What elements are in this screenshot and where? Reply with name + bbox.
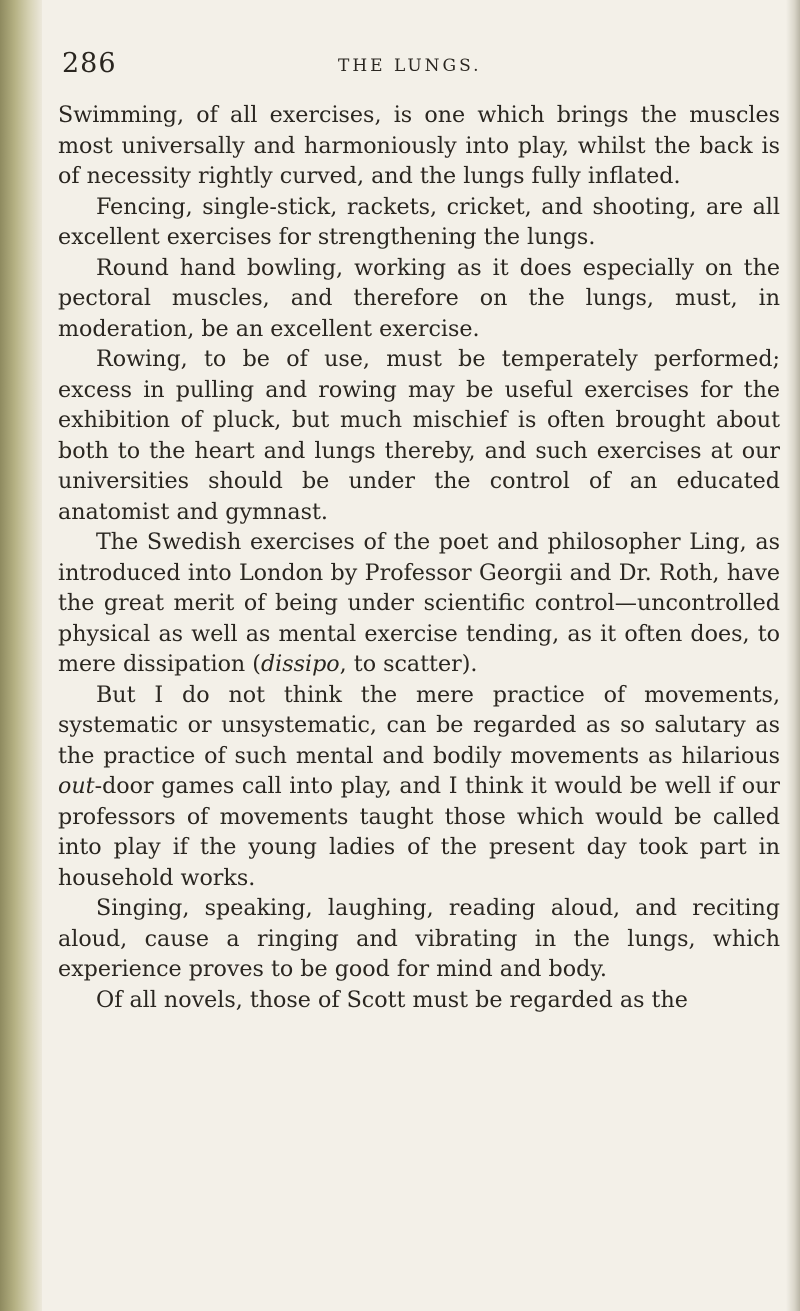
paragraph-swedish-exercises [58,527,780,680]
text-run: , to scatter). [339,651,478,677]
book-gutter [0,0,42,1311]
paragraph-rowing: Rowing, to be of use, must be temperately performed; excess in pulling and rowing may be useful exercises for the exhibition of pluck, but much mischief is often brought about both to the heart and lungs thereby, and such exercises at our universities should be under the control of an educated anatomist and gymnast. [58,346,780,525]
paragraph-bowling: Round hand bowling, working as it does especially on the pectoral muscles, and therefore on the lungs, must, in moderation, be an excellent exercise. [58,254,780,342]
text-run: -door games call into play, and I think it would be well if our professors of movements taught those which would be called into play if the young ladies of the present day took part in household works. [58,773,780,891]
paragraph-singing: Singing, speaking, laughing, reading aloud, and reciting aloud, cause a ringing and vibrating in the lungs, which experience proves to be good for mind and body. [58,895,780,982]
running-head: THE LUNGS. [338,56,482,76]
book-page [58,48,780,1015]
page-edge [786,0,800,1311]
paragraph-movements [58,680,780,894]
body-text [58,100,780,1015]
paragraph-fencing: Fencing, single-stick, rackets, cricket, and shooting, are all excellent exercises for strengthening the lungs. [58,193,780,250]
paragraph-swimming: Swimming, of all exercises, is one which brings the muscles most universally and harmoniously into play, whilst the back is of necessity rightly curved, and the lungs fully inflated. [58,102,780,189]
italic-term: out [58,773,95,799]
text-run: The Swedish exercises of the poet and philosopher Ling, as introduced into London by Professor Georgii and Dr. Roth, have the great merit of being under scientific control—uncontrolled physical as well as mental exercise tending, as it often does, to mere dissipation ( [58,529,780,677]
page-header [58,48,780,88]
page-number: 286 [62,48,117,79]
text-run: But I do not think the mere practice of movements, systematic or unsystematic, can be regarded as so salutary as the practice of such mental and bodily movements as hilarious [58,681,780,769]
italic-term: dissipo [260,651,340,677]
paragraph-novels: Of all novels, those of Scott must be regarded as the [96,986,688,1013]
